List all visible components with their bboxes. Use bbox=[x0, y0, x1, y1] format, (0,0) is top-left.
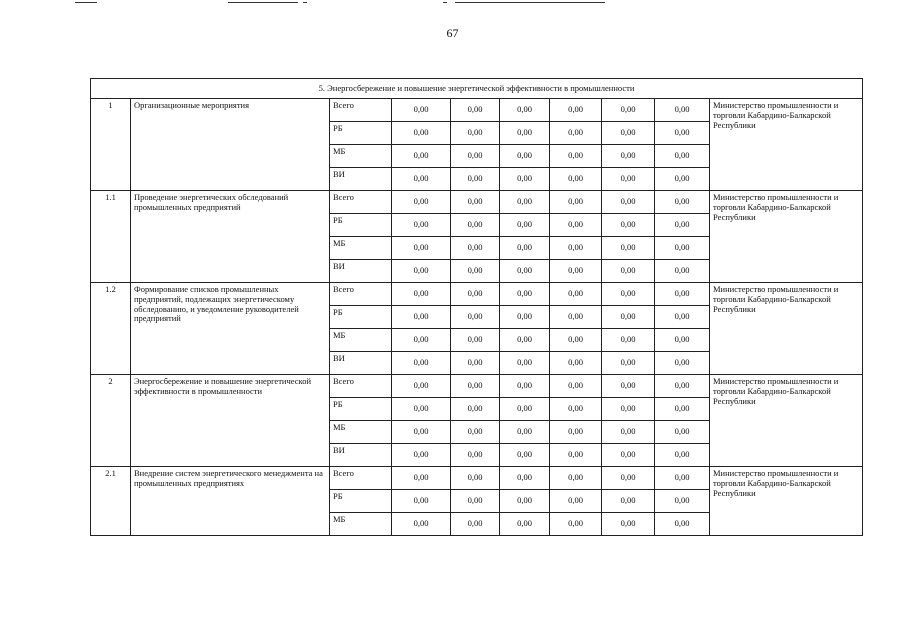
amount-cell: 0,00 bbox=[500, 145, 550, 168]
funding-source: Всего bbox=[330, 99, 392, 122]
funding-source: МБ bbox=[330, 513, 392, 536]
amount-cell: 0,00 bbox=[451, 306, 500, 329]
amount-cell: 0,00 bbox=[602, 260, 655, 283]
amount-cell: 0,00 bbox=[451, 214, 500, 237]
amount-cell: 0,00 bbox=[451, 398, 500, 421]
funding-source: Всего bbox=[330, 283, 392, 306]
amount-cell: 0,00 bbox=[451, 421, 500, 444]
amount-cell: 0,00 bbox=[500, 513, 550, 536]
amount-cell: 0,00 bbox=[500, 329, 550, 352]
amount-cell: 0,00 bbox=[550, 214, 602, 237]
amount-cell: 0,00 bbox=[451, 513, 500, 536]
amount-cell: 0,00 bbox=[392, 237, 451, 260]
row-index: 1.1 bbox=[91, 191, 131, 283]
amount-cell: 0,00 bbox=[392, 444, 451, 467]
measure-name: Проведение энергетических обследований промышленных предприятий bbox=[131, 191, 330, 283]
table-row bbox=[91, 191, 863, 214]
amount-cell: 0,00 bbox=[500, 306, 550, 329]
amount-cell: 0,00 bbox=[451, 352, 500, 375]
page-number: 67 bbox=[446, 26, 459, 40]
amount-cell: 0,00 bbox=[451, 191, 500, 214]
amount-cell: 0,00 bbox=[602, 191, 655, 214]
amount-cell: 0,00 bbox=[392, 145, 451, 168]
amount-cell: 0,00 bbox=[602, 306, 655, 329]
amount-cell: 0,00 bbox=[655, 122, 710, 145]
executor: Министерство промышленности и торговли Кабардино-Балкарской Республики bbox=[710, 375, 863, 467]
amount-cell: 0,00 bbox=[655, 283, 710, 306]
amount-cell: 0,00 bbox=[392, 283, 451, 306]
measure-name: Организационные мероприятия bbox=[131, 99, 330, 191]
amount-cell: 0,00 bbox=[500, 467, 550, 490]
amount-cell: 0,00 bbox=[500, 398, 550, 421]
amount-cell: 0,00 bbox=[602, 283, 655, 306]
amount-cell: 0,00 bbox=[550, 168, 602, 191]
executor: Министерство промышленности и торговли Кабардино-Балкарской Республики bbox=[710, 283, 863, 375]
amount-cell: 0,00 bbox=[550, 352, 602, 375]
amount-cell: 0,00 bbox=[550, 513, 602, 536]
amount-cell: 0,00 bbox=[655, 444, 710, 467]
amount-cell: 0,00 bbox=[602, 490, 655, 513]
amount-cell: 0,00 bbox=[602, 99, 655, 122]
amount-cell: 0,00 bbox=[602, 444, 655, 467]
amount-cell: 0,00 bbox=[500, 191, 550, 214]
amount-cell: 0,00 bbox=[500, 444, 550, 467]
amount-cell: 0,00 bbox=[392, 398, 451, 421]
section-title-cell bbox=[91, 79, 863, 99]
funding-source: РБ bbox=[330, 306, 392, 329]
amount-cell: 0,00 bbox=[392, 329, 451, 352]
amount-cell: 0,00 bbox=[500, 237, 550, 260]
funding-source: МБ bbox=[330, 329, 392, 352]
funding-source: Всего bbox=[330, 375, 392, 398]
executor: Министерство промышленности и торговли Кабардино-Балкарской Республики bbox=[710, 191, 863, 283]
table-row bbox=[91, 283, 863, 306]
amount-cell: 0,00 bbox=[451, 99, 500, 122]
amount-cell: 0,00 bbox=[602, 398, 655, 421]
amount-cell: 0,00 bbox=[550, 99, 602, 122]
funding-source: РБ bbox=[330, 490, 392, 513]
amount-cell: 0,00 bbox=[550, 490, 602, 513]
amount-cell: 0,00 bbox=[392, 375, 451, 398]
amount-cell: 0,00 bbox=[392, 490, 451, 513]
row-index: 2.1 bbox=[91, 467, 131, 536]
amount-cell: 0,00 bbox=[550, 421, 602, 444]
amount-cell: 0,00 bbox=[655, 513, 710, 536]
funding-source: Всего bbox=[330, 467, 392, 490]
row-index: 1 bbox=[91, 99, 131, 191]
funding-source: ВИ bbox=[330, 444, 392, 467]
funding-source: Всего bbox=[330, 191, 392, 214]
amount-cell: 0,00 bbox=[655, 421, 710, 444]
amount-cell: 0,00 bbox=[602, 237, 655, 260]
table-row bbox=[91, 99, 863, 122]
amount-cell: 0,00 bbox=[500, 490, 550, 513]
top-rule-5 bbox=[455, 2, 605, 3]
amount-cell: 0,00 bbox=[392, 260, 451, 283]
amount-cell: 0,00 bbox=[550, 283, 602, 306]
amount-cell: 0,00 bbox=[500, 260, 550, 283]
amount-cell: 0,00 bbox=[550, 145, 602, 168]
amount-cell: 0,00 bbox=[602, 329, 655, 352]
amount-cell: 0,00 bbox=[500, 122, 550, 145]
amount-cell: 0,00 bbox=[451, 467, 500, 490]
amount-cell: 0,00 bbox=[550, 444, 602, 467]
amount-cell: 0,00 bbox=[392, 352, 451, 375]
amount-cell: 0,00 bbox=[392, 191, 451, 214]
amount-cell: 0,00 bbox=[655, 490, 710, 513]
amount-cell: 0,00 bbox=[602, 145, 655, 168]
amount-cell: 0,00 bbox=[655, 145, 710, 168]
amount-cell: 0,00 bbox=[451, 375, 500, 398]
amount-cell: 0,00 bbox=[655, 237, 710, 260]
amount-cell: 0,00 bbox=[451, 490, 500, 513]
executor: Министерство промышленности и торговли Кабардино-Балкарской Республики bbox=[710, 467, 863, 536]
amount-cell: 0,00 bbox=[392, 467, 451, 490]
amount-cell: 0,00 bbox=[550, 122, 602, 145]
amount-cell: 0,00 bbox=[655, 214, 710, 237]
amount-cell: 0,00 bbox=[602, 122, 655, 145]
amount-cell: 0,00 bbox=[550, 306, 602, 329]
measure-name: Энергосбережение и повышение энергетической эффективности в промышленности bbox=[131, 375, 330, 467]
funding-source: МБ bbox=[330, 421, 392, 444]
amount-cell: 0,00 bbox=[550, 237, 602, 260]
amount-cell: 0,00 bbox=[602, 467, 655, 490]
amount-cell: 0,00 bbox=[655, 375, 710, 398]
amount-cell: 0,00 bbox=[655, 352, 710, 375]
funding-source: РБ bbox=[330, 214, 392, 237]
funding-source: ВИ bbox=[330, 352, 392, 375]
amount-cell: 0,00 bbox=[602, 513, 655, 536]
amount-cell: 0,00 bbox=[451, 122, 500, 145]
amount-cell: 0,00 bbox=[655, 329, 710, 352]
amount-cell: 0,00 bbox=[451, 283, 500, 306]
amount-cell: 0,00 bbox=[655, 306, 710, 329]
amount-cell: 0,00 bbox=[392, 214, 451, 237]
amount-cell: 0,00 bbox=[655, 99, 710, 122]
amount-cell: 0,00 bbox=[392, 168, 451, 191]
measure-name: Формирование списков промышленных предприятий, подлежащих энергетическому обследованию, и уведомление руководителей предприятий bbox=[131, 283, 330, 375]
amount-cell: 0,00 bbox=[550, 260, 602, 283]
amount-cell: 0,00 bbox=[500, 168, 550, 191]
amount-cell: 0,00 bbox=[500, 375, 550, 398]
amount-cell: 0,00 bbox=[550, 375, 602, 398]
row-index: 2 bbox=[91, 375, 131, 467]
funding-source: ВИ bbox=[330, 168, 392, 191]
top-rule-1 bbox=[75, 2, 97, 3]
amount-cell: 0,00 bbox=[550, 191, 602, 214]
executor: Министерство промышленности и торговли Кабардино-Балкарской Республики bbox=[710, 99, 863, 191]
amount-cell: 0,00 bbox=[655, 398, 710, 421]
amount-cell: 0,00 bbox=[550, 467, 602, 490]
budget-table bbox=[90, 78, 863, 536]
amount-cell: 0,00 bbox=[451, 168, 500, 191]
amount-cell: 0,00 bbox=[500, 352, 550, 375]
top-rule-3 bbox=[303, 2, 307, 3]
table-row bbox=[91, 375, 863, 398]
funding-source: РБ bbox=[330, 122, 392, 145]
amount-cell: 0,00 bbox=[602, 421, 655, 444]
amount-cell: 0,00 bbox=[392, 513, 451, 536]
amount-cell: 0,00 bbox=[392, 421, 451, 444]
amount-cell: 0,00 bbox=[392, 306, 451, 329]
amount-cell: 0,00 bbox=[451, 260, 500, 283]
measure-name: Внедрение систем энергетического менеджмента на промышленных предприятиях bbox=[131, 467, 330, 536]
amount-cell: 0,00 bbox=[500, 421, 550, 444]
amount-cell: 0,00 bbox=[500, 99, 550, 122]
amount-cell: 0,00 bbox=[655, 168, 710, 191]
amount-cell: 0,00 bbox=[451, 444, 500, 467]
amount-cell: 0,00 bbox=[451, 329, 500, 352]
amount-cell: 0,00 bbox=[451, 237, 500, 260]
amount-cell: 0,00 bbox=[550, 398, 602, 421]
amount-cell: 0,00 bbox=[655, 191, 710, 214]
row-index: 1.2 bbox=[91, 283, 131, 375]
amount-cell: 0,00 bbox=[392, 122, 451, 145]
funding-source: ВИ bbox=[330, 260, 392, 283]
amount-cell: 0,00 bbox=[451, 145, 500, 168]
amount-cell: 0,00 bbox=[602, 352, 655, 375]
section-title: 5. Энергосбережение и повышение энергетической эффективности в промышленности bbox=[318, 82, 635, 93]
amount-cell: 0,00 bbox=[602, 375, 655, 398]
amount-cell: 0,00 bbox=[550, 329, 602, 352]
amount-cell: 0,00 bbox=[655, 467, 710, 490]
top-rule-4 bbox=[443, 2, 447, 3]
funding-source: МБ bbox=[330, 145, 392, 168]
amount-cell: 0,00 bbox=[392, 99, 451, 122]
amount-cell: 0,00 bbox=[602, 214, 655, 237]
funding-source: РБ bbox=[330, 398, 392, 421]
amount-cell: 0,00 bbox=[500, 283, 550, 306]
amount-cell: 0,00 bbox=[602, 168, 655, 191]
top-rule-2 bbox=[228, 2, 298, 3]
funding-source: МБ bbox=[330, 237, 392, 260]
table-row bbox=[91, 467, 863, 490]
amount-cell: 0,00 bbox=[655, 260, 710, 283]
amount-cell: 0,00 bbox=[500, 214, 550, 237]
